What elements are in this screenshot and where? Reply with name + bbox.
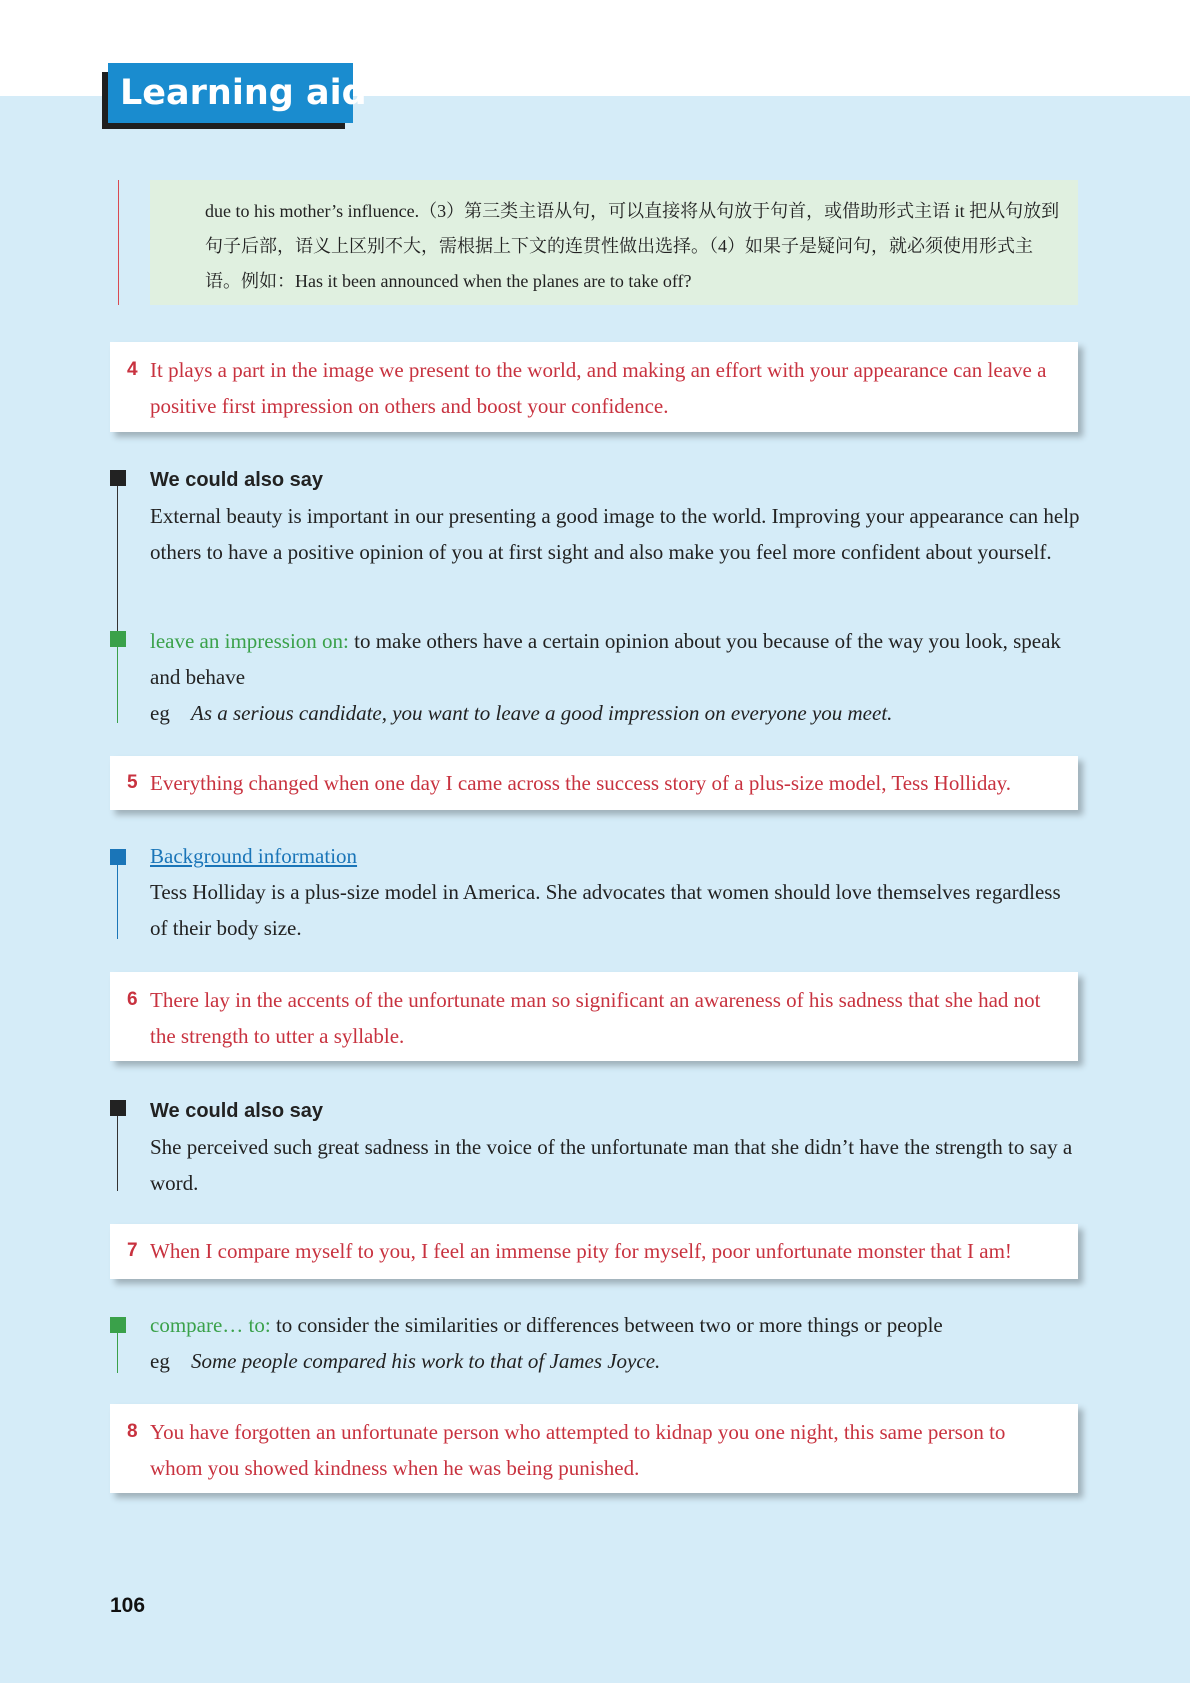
vocab-section-2 (150, 1307, 1080, 1379)
sentence-text: Everything changed when one day I came across the success story of a plus-size model, Tess Holliday. (150, 771, 1012, 795)
sentence-box-5 (110, 756, 1078, 810)
background-heading: Background information (150, 844, 358, 868)
example-label: eg (150, 701, 170, 725)
page-number: 106 (110, 1594, 146, 1617)
sentence-text: You have forgotten an unfortunate person who attempted to kidnap you one night, this same person to whom you showed kindness when he was being punished. (150, 1420, 1006, 1480)
vocab-term: leave an impression on: (150, 629, 349, 653)
also-say-rule (117, 486, 118, 631)
also-say-text: She perceived such great sadness in the voice of the unfortunate man that she didn’t have the strength to say a word. (150, 1135, 1073, 1195)
vocab-definition: to make others have a certain opinion about you because of the way you look, speak and behave (150, 629, 1061, 689)
sentence-number: 6 (127, 989, 138, 1010)
sentence-number: 7 (127, 1240, 138, 1261)
also-say-rule (117, 1116, 118, 1191)
vocab-section-1 (150, 623, 1080, 731)
also-say-marker (110, 1100, 126, 1116)
vocab-rule (117, 647, 118, 723)
background-section (150, 838, 1080, 946)
sentence-text: It plays a part in the image we present to the world, and making an effort with your appearance can leave a positive first impression on others and boost your confidence. (150, 358, 1047, 418)
also-say-text: External beauty is important in our presenting a good image to the world. Improving your appearance can help others to have a positive opinion of you at first sight and also make you feel more confident about yourself. (150, 504, 1080, 564)
also-say-heading: We could also say (150, 469, 324, 491)
vocab-marker (110, 631, 126, 647)
grammar-note (150, 180, 1078, 305)
vocab-definition: to consider the similarities or differences between two or more things or people (270, 1313, 943, 1337)
note-rule (118, 180, 119, 305)
example-text: As a serious candidate, you want to leave a good impression on everyone you meet. (191, 701, 893, 725)
sentence-box-8 (110, 1404, 1078, 1493)
also-say-heading: We could also say (150, 1100, 324, 1122)
background-rule (117, 865, 118, 939)
sentence-box-4 (110, 342, 1078, 432)
vocab-marker (110, 1317, 126, 1333)
also-say-marker (110, 470, 126, 486)
sentence-number: 8 (127, 1421, 138, 1442)
sentence-number: 4 (127, 359, 138, 380)
sentence-number: 5 (127, 772, 138, 793)
also-say-section-2 (150, 1093, 1080, 1201)
sentence-text: When I compare myself to you, I feel an immense pity for myself, poor unfortunate monster that I am! (150, 1239, 1012, 1263)
sentence-box-7 (110, 1224, 1078, 1279)
grammar-note-text: due to his mother’s influence.（3）第三类主语从句，可以直接将从句放于句首，或借助形式主语 it 把从句放到句子后部，语义上区别不大，需根据上下文的连贯性做出选择。（4）如果子是疑问句，就必须使用形式主语。例如：Has it been announced when the planes are to take off? (205, 201, 1060, 291)
vocab-rule (117, 1333, 118, 1373)
sentence-box-6 (110, 972, 1078, 1061)
section-title: Learning aid (108, 63, 353, 123)
vocab-term: compare… to: (150, 1313, 271, 1337)
background-marker (110, 849, 126, 865)
sentence-text: There lay in the accents of the unfortunate man so significant an awareness of his sadness that she had not the strength to utter a syllable. (150, 988, 1041, 1048)
also-say-section-1 (150, 462, 1080, 570)
example-text: Some people compared his work to that of James Joyce. (191, 1349, 661, 1373)
example-label: eg (150, 1349, 170, 1373)
background-text: Tess Holliday is a plus-size model in America. She advocates that women should love themselves regardless of their body size. (150, 880, 1061, 940)
